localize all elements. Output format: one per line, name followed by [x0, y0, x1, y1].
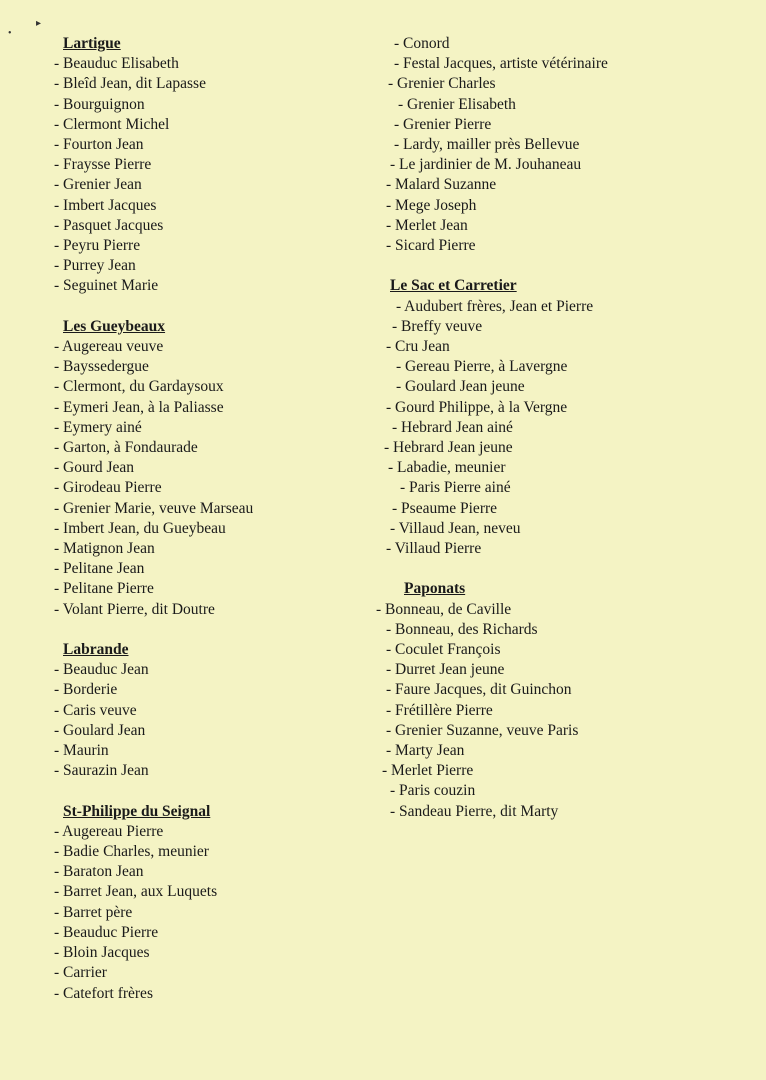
section-gap: [376, 559, 761, 579]
list-item: - Goulard Jean jeune: [396, 378, 525, 396]
list-item: - Grenier Pierre: [394, 115, 492, 133]
section-heading: Les Gueybeaux: [63, 317, 166, 335]
list-item: - Pasquet Jacques: [54, 216, 164, 234]
list-item: - Villaud Jean, neveu: [390, 519, 521, 537]
list-item: - Bonneau, des Richards: [386, 620, 538, 638]
section-paponats: [376, 579, 761, 821]
list-item: - Imbert Jean, du Gueybeau: [54, 519, 226, 537]
list-item: - Lardy, mailler près Bellevue: [394, 136, 580, 154]
list-item: - Merlet Pierre: [382, 762, 474, 780]
list-item: - Cru Jean: [386, 338, 450, 356]
section-labrande: [54, 640, 384, 781]
section-heading: Lartigue: [63, 35, 121, 52]
list-item: - Peyru Pierre: [54, 237, 141, 255]
section-heading: St-Philippe du Seignal: [63, 802, 211, 820]
list-item: - Pseaume Pierre: [392, 499, 498, 517]
list-item: - Audubert frères, Jean et Pierre: [396, 297, 594, 315]
list-item: - Girodeau Pierre: [54, 479, 162, 497]
list-item: - Conord: [394, 35, 450, 52]
list-item: - Baraton Jean: [54, 863, 144, 881]
list-item: - Beauduc Elisabeth: [54, 55, 179, 73]
list-item: - Sandeau Pierre, dit Marty: [390, 802, 559, 820]
section-heading: Labrande: [63, 641, 129, 659]
section-gap: [54, 781, 384, 801]
list-item: - Barret Jean, aux Luquets: [54, 883, 218, 901]
list-item: - Gourd Philippe, à la Vergne: [386, 398, 568, 416]
list-item: - Clermont Michel: [54, 115, 170, 133]
list-item: - Bloin Jacques: [54, 944, 150, 962]
list-item: - Sicard Pierre: [386, 237, 476, 255]
list-item: - Eymeri Jean, à la Paliasse: [54, 398, 224, 416]
corner-mark: ▸: [36, 18, 42, 29]
corner-dot: •: [8, 28, 12, 39]
list-item: - Paris couzin: [390, 782, 476, 800]
list-item: - Clermont, du Gardaysoux: [54, 378, 224, 396]
list-item: - Augereau Pierre: [54, 822, 164, 840]
list-item: - Malard Suzanne: [386, 176, 497, 194]
list-item: - Grenier Suzanne, veuve Paris: [386, 721, 579, 739]
section-les-gueybeaux: [54, 317, 384, 620]
list-item: - Carrier: [54, 964, 107, 982]
list-item: - Pelitane Jean: [54, 560, 145, 578]
list-item: - Bleîd Jean, dit Lapasse: [54, 75, 206, 93]
list-item: - Borderie: [54, 681, 118, 699]
section-gap: [54, 620, 384, 640]
list-item: - Beauduc Pierre: [54, 923, 159, 941]
list-item: - Frétillère Pierre: [386, 701, 493, 719]
list-item: - Maurin: [54, 742, 109, 760]
right-column: [376, 34, 761, 822]
section-lartigue: [54, 34, 384, 297]
list-item: - Merlet Jean: [386, 216, 468, 234]
list-item: - Villaud Pierre: [386, 540, 482, 558]
list-item: - Fraysse Pierre: [54, 156, 152, 174]
list-item: - Durret Jean jeune: [386, 661, 505, 679]
list-item: - Garton, à Fondaurade: [54, 439, 198, 457]
list-item: - Gourd Jean: [54, 459, 135, 477]
section-gap: [54, 297, 384, 317]
list-item: - Beauduc Jean: [54, 661, 149, 679]
list-item: - Bayssedergue: [54, 358, 149, 376]
list-item: - Eymery ainé: [54, 418, 142, 436]
list-item: - Augereau veuve: [54, 338, 164, 356]
list-item: - Faure Jacques, dit Guinchon: [386, 681, 572, 699]
section-heading: Paponats: [404, 580, 466, 598]
list-item: - Grenier Elisabeth: [398, 95, 516, 113]
list-item: - Le jardinier de M. Jouhaneau: [390, 156, 582, 174]
list-item: - Barret père: [54, 903, 133, 921]
list-item: - Matignon Jean: [54, 540, 155, 558]
list-item: - Mege Joseph: [386, 196, 477, 214]
list-item: - Festal Jacques, artiste vétérinaire: [394, 55, 608, 73]
list-item: - Pelitane Pierre: [54, 580, 154, 598]
list-item: - Imbert Jacques: [54, 196, 157, 214]
list-item: - Labadie, meunier: [388, 459, 506, 477]
section-gap: [376, 256, 761, 276]
section-heading: Le Sac et Carretier: [390, 277, 517, 295]
list-item: - Breffy veuve: [392, 317, 483, 335]
list-item: - Gereau Pierre, à Lavergne: [396, 358, 568, 376]
list-item: - Seguinet Marie: [54, 277, 159, 295]
list-item: - Volant Pierre, dit Doutre: [54, 600, 215, 618]
list-item: - Grenier Jean: [54, 176, 142, 194]
list-item: - Grenier Charles: [388, 75, 496, 93]
list-item: - Bourguignon: [54, 95, 145, 113]
list-item: - Grenier Marie, veuve Marseau: [54, 499, 254, 517]
list-item: - Catefort frères: [54, 984, 153, 1002]
list-item: - Paris Pierre ainé: [400, 479, 511, 497]
list-item: - Bonneau, de Caville: [376, 600, 512, 618]
list-item: - Saurazin Jean: [54, 762, 149, 780]
section-le-sac-et-carretier: [376, 276, 761, 559]
left-column: [54, 34, 384, 1004]
list-item: - Hebrard Jean jeune: [384, 439, 513, 457]
list-item: - Goulard Jean: [54, 721, 146, 739]
list-item: - Badie Charles, meunier: [54, 843, 209, 861]
list-item: - Marty Jean: [386, 742, 465, 760]
list-item: - Purrey Jean: [54, 257, 136, 275]
list-item: - Fourton Jean: [54, 136, 144, 154]
list-item: - Coculet François: [386, 641, 501, 659]
section-continued: [376, 34, 761, 256]
list-item: - Caris veuve: [54, 701, 137, 719]
section-st-philippe-du-seignal: [54, 802, 384, 1004]
list-item: - Hebrard Jean ainé: [392, 418, 513, 436]
